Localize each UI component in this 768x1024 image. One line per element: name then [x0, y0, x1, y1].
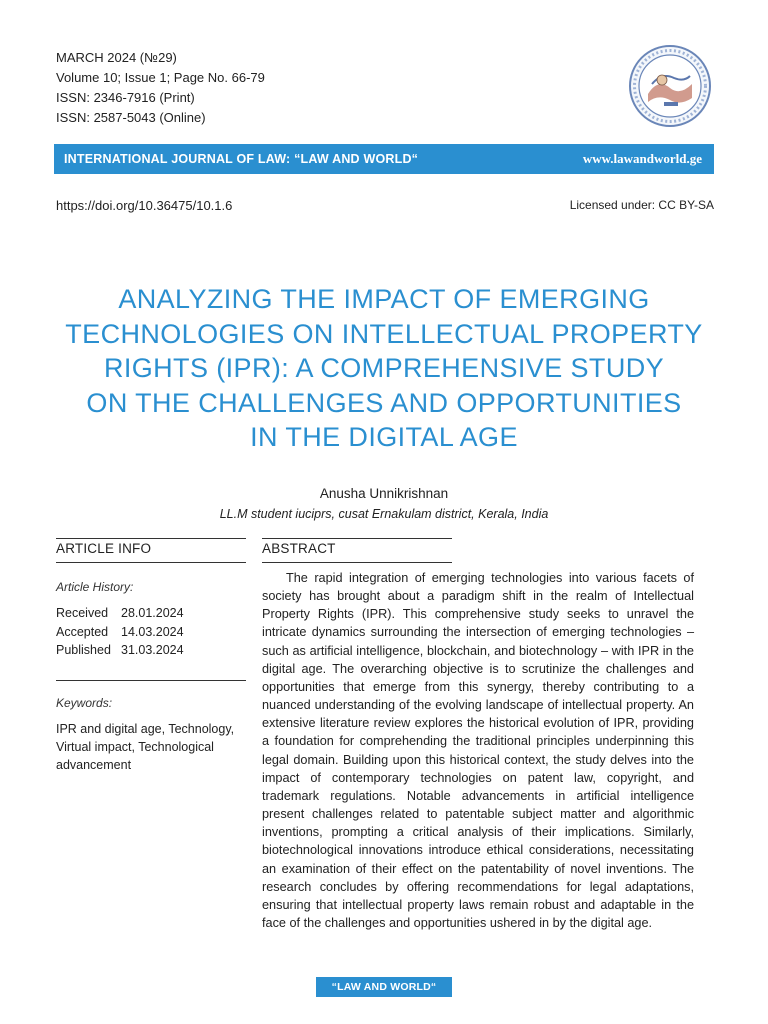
journal-banner: [54, 144, 714, 174]
footer-journal-tag: “LAW AND WORLD“: [316, 977, 452, 997]
journal-seal-logo: [628, 44, 712, 128]
history-label: Accepted: [56, 624, 109, 639]
license-text: Licensed under: CC BY-SA: [569, 198, 714, 212]
history-date: 31.03.2024: [121, 643, 184, 657]
history-label: Published: [56, 643, 111, 657]
article-info-heading: ARTICLE INFO: [56, 541, 152, 556]
history-date: 14.03.2024: [121, 624, 184, 639]
title-line: ON THE CHALLENGES AND OPPORTUNITIES: [86, 387, 682, 418]
journal-name: INTERNATIONAL JOURNAL OF LAW: “LAW AND WORLD“: [64, 152, 419, 166]
history-row-accepted: [56, 623, 184, 642]
title-line: IN THE DIGITAL AGE: [250, 422, 518, 452]
title-line: TECHNOLOGIES ON INTELLECTUAL PROPERTY: [65, 318, 703, 349]
publication-meta: [56, 48, 265, 128]
issue-date: MARCH 2024 (№29): [56, 50, 177, 65]
history-row-published: [56, 641, 184, 660]
title-line: ANALYZING THE IMPACT OF EMERGING: [118, 284, 650, 314]
paper-title: [40, 282, 728, 455]
abstract-top-rule: [262, 538, 452, 539]
doi-link[interactable]: https://doi.org/10.36475/10.1.6: [56, 198, 233, 213]
article-history: [56, 604, 184, 660]
abstract-bottom-rule: [262, 562, 452, 563]
keywords-text: IPR and digital age, Technology, Virtual impact, Technological advancement: [56, 722, 235, 772]
history-label: Received: [56, 606, 109, 620]
article-info-bottom-rule: [56, 562, 246, 563]
keywords-divider: [56, 680, 246, 681]
volume-info: Volume 10; Issue 1; Page No. 66-79: [56, 70, 265, 85]
issn-online: ISSN: 2587-5043 (Online): [56, 110, 206, 125]
history-row-received: [56, 604, 184, 623]
author-affiliation: LL.M student iuciprs, cusat Ernakulam district, Kerala, India: [219, 507, 549, 521]
abstract-heading: ABSTRACT: [262, 541, 336, 556]
history-date: 28.01.2024: [121, 606, 184, 620]
abstract-text: The rapid integration of emerging technologies into various facets of society has brought about a paradigm shift in the realm of Intellectual Property Rights (IPR). This comprehensive study seeks to unravel the intricate dynamics surrounding the intersection of emerging technologies – such as artificial intelligence, blockchain, and biotechnology – with IPR in the digital age. The overarching objective is to scrutinize the challenges and opportunities that emerge from this synergy, thereby contributing to a nuanced understanding of the evolving landscape of intellectual property. An extensive literature review explores the historical evolution of IPR, providing a foundation for comprehending the traditional principles underpinning this legal domain. Building upon this historical context, the study delves into the impact of contemporary technologies on patent law, copyright, and trademark regulations. Notable advancements in artificial intelligence present challenges related to patentable subject matter and algorithmic inventions, prompting a critical analysis of their implications. Similarly, biotechnological innovations introduce ethical considerations, necessitating an examination of their effect on the patentability of novel inventions. The research concludes by offering recommendations for legal adaptations, ensuring that intellectual property laws remain robust and adaptable in the face of the challenges and opportunities ushered in by the digital age.: [262, 571, 694, 930]
keywords-label: Keywords:: [56, 696, 113, 710]
issn-print: ISSN: 2346-7916 (Print): [56, 90, 195, 105]
article-history-label: Article History:: [56, 580, 134, 594]
title-line: RIGHTS (IPR): A COMPREHENSIVE STUDY: [103, 353, 665, 383]
author-name: Anusha Unnikrishnan: [319, 486, 449, 501]
article-info-top-rule: [56, 538, 246, 539]
journal-website-link[interactable]: www.lawandworld.ge: [582, 151, 702, 166]
